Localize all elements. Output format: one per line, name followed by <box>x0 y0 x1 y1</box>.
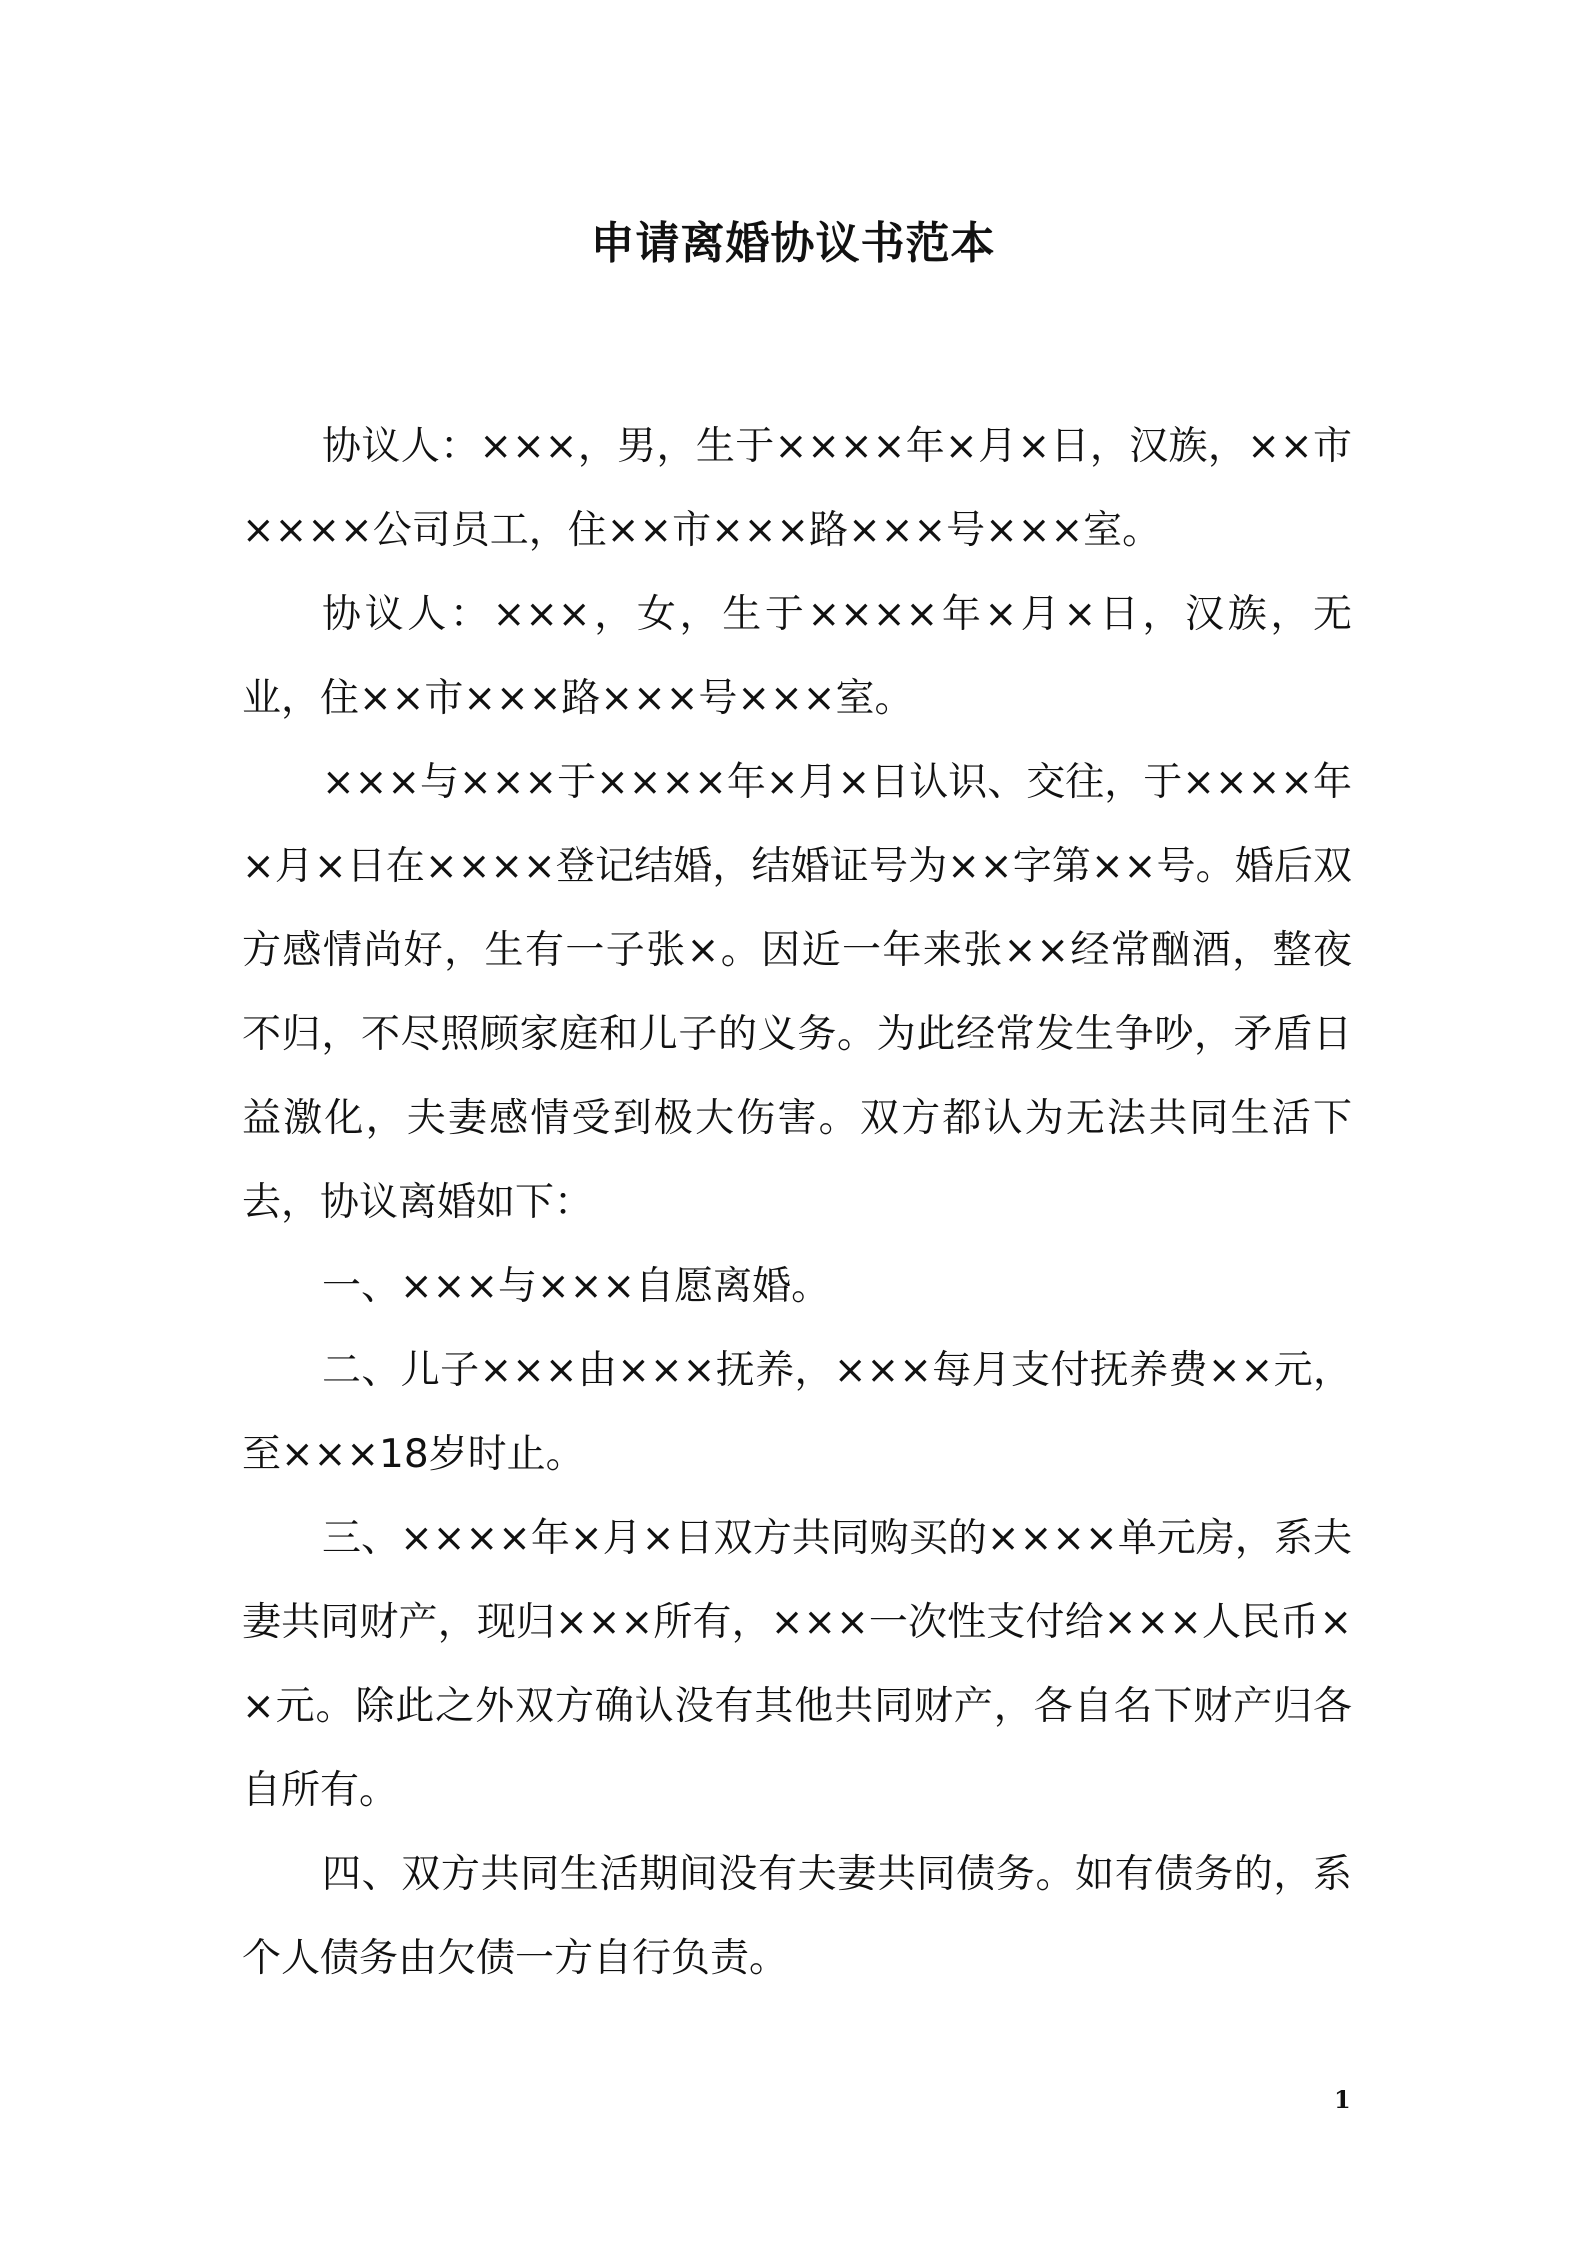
document-body <box>242 405 1352 2001</box>
paragraph-background: ×××与×××于××××年×月×日认识、交往，于××××年×月×日在××××登记结婚，结婚证号为××字第××号。婚后双方感情尚好，生有一子张×。因近一年来张××经常酗酒，整夜不归，不尽照顾家庭和儿子的义务。为此经常发生争吵，矛盾日益激化，夫妻感情受到极大伤害。双方都认为无法共同生活下去，协议离婚如下： <box>242 760 1352 1225</box>
paragraph-party-male: 协议人：×××，男，生于××××年×月×日，汉族，××市××××公司员工，住××市×××路×××号×××室。 <box>242 424 1352 553</box>
paragraph-clause-4: 四、双方共同生活期间没有夫妻共同债务。如有债务的，系个人债务由欠债一方自行负责。 <box>242 1852 1352 1981</box>
paragraph-party-female: 协议人：×××，女，生于××××年×月×日，汉族，无业，住××市×××路×××号×××室。 <box>242 592 1352 721</box>
paragraph-clause-3: 三、××××年×月×日双方共同购买的××××单元房，系夫妻共同财产，现归×××所有，×××一次性支付给×××人民币××元。除此之外双方确认没有其他共同财产，各自名下财产归各自所有。 <box>242 1516 1352 1813</box>
page-number: 1 <box>1334 2085 1351 2114</box>
document-title: 申请离婚协议书范本 <box>590 218 996 269</box>
paragraph-clause-1: 一、×××与×××自愿离婚。 <box>322 1264 831 1309</box>
paragraph-clause-2: 二、儿子×××由×××抚养，×××每月支付抚养费××元，至×××18岁时止。 <box>242 1348 1352 1477</box>
